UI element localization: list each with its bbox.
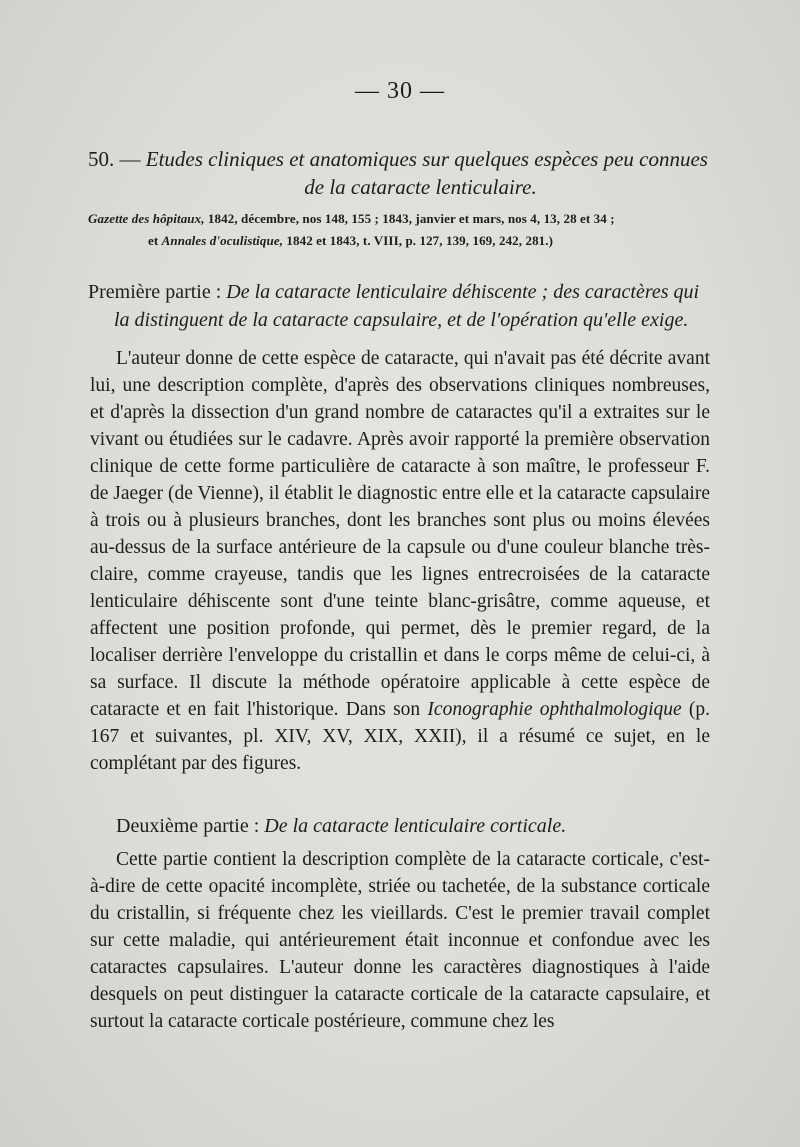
part-two-heading xyxy=(116,812,716,840)
part-two-label: Deuxième partie : xyxy=(116,815,265,837)
part-one-title-line2: la distinguent de la cataracte capsulaire, et de l'opération qu'elle exige. xyxy=(114,309,689,331)
entry-dash: — xyxy=(119,147,141,171)
part-one-title-line1: De la cataracte lenticulaire déhiscente ; des caractères qui xyxy=(226,281,700,303)
part-one-label: Première partie : xyxy=(88,281,227,303)
paragraph-two: Cette partie contient la description complète de la cataracte corticale, c'est-à-dire de cette opacité incomplète, striée ou tachetée, de la substance corticale du cristallin, si fréquente chez les vieillards. C'est le premier travail complet sur cette maladie, qui antérieurement était inconnue et confondue avec les cataractes capsulaires. L'auteur donne les caractères diagnostiques à l'aide desquels on peut distinguer la cataracte corticale de la cataracte capsulaire, et surtout la cataracte corticale postérieure, commune chez les xyxy=(90,849,710,1032)
entry-title-line2: de la cataracte lenticulaire. xyxy=(304,175,537,199)
entry-heading xyxy=(88,145,713,201)
reference-details-1: 1842, décembre, nos 148, 155 ; 1843, janvier et mars, nos 4, 13, 28 et 34 ; xyxy=(204,211,615,226)
publication-reference xyxy=(88,208,713,252)
journal-name-2: Annales d'oculistique, xyxy=(161,233,284,248)
part-one-heading xyxy=(88,278,713,334)
paragraph-one-end: (p. 167 et suivantes, pl. XIV, XV, XIX, XXII), il a résumé ce sujet, en le complétant par des figures. xyxy=(90,699,711,774)
entry-title-line1: Etudes cliniques et anatomiques sur quelques espèces peu connues xyxy=(145,147,708,171)
paragraph-one xyxy=(90,345,710,777)
reference-details-2: 1842 et 1843, t. VIII, p. 127, 139, 169, 242, 281.) xyxy=(283,233,554,248)
paragraph-one-text: L'auteur donne de cette espèce de cataracte, qui n'avait pas été décrite avant lui, une description complète, d'après des observations cliniques nombreuses, et d'après la dissection d'un grand nombre de cataractes qu'il a extraites sur le vivant ou étudiées sur le cadavre. Après avoir rapporté la première observation clinique de cette forme particulière de cataracte à son maître, le professeur F. de Jaeger (de Vienne), il établit le diagnostic entre elle et la cataracte capsulaire à trois ou à plusieurs branches, dont les branches sont plus ou moins élevées au-dessus de la surface antérieure de la capsule ou d'une couleur blanche très-claire, comme crayeuse, tandis que les lignes entrecroisées de la cataracte lenticulaire déhiscente sont d'une teinte blanc-grisâtre, comme aqueuse, et affectent une position profonde, qui permet, dès le premier regard, de la localiser derrière l'enveloppe du cristallin et dans le corps même de celui-ci, à sa surface. Il discute la méthode opératoire applicable à cette espèce de cataracte et en fait l'historique. Dans son xyxy=(90,348,710,720)
iconographie-title: Iconographie ophthalmologique xyxy=(427,699,682,720)
part-two-title: De la cataracte lenticulaire corticale. xyxy=(264,815,567,837)
entry-number: 50. xyxy=(88,147,115,171)
page-number: — 30 — xyxy=(355,78,445,104)
reference-et: et xyxy=(148,233,162,248)
journal-name-1: Gazette des hôpitaux, xyxy=(88,211,205,226)
